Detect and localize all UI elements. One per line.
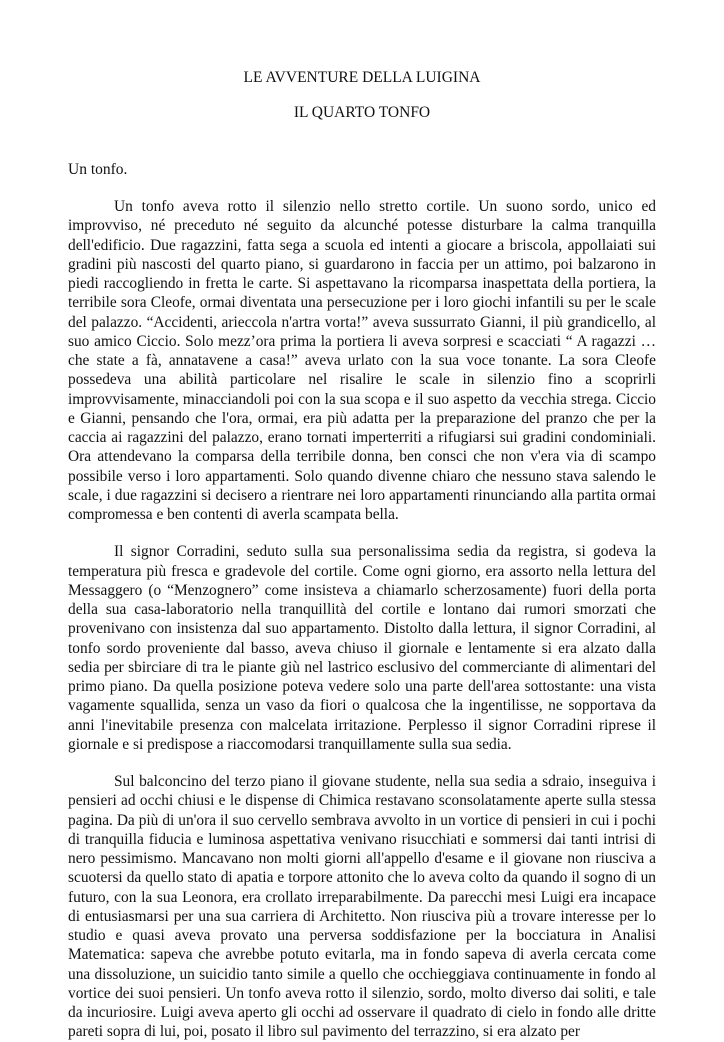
paragraph-2: Il signor Corradini, seduto sulla sua personalissima sedia da registra, si godeva la temperatura più fresca e gradevole del cortile. Come ogni giorno, era assorto nella lettura del Messaggero (o “Menzognero” come insisteva a chiamarlo scherzosamente) fuori della porta della sua casa-laboratorio nella tranquillità del cortile e lontano dai rumori smorzati che provenivano con insistenza dal suo appartamento. Distolto dalla lettura, il signor Corradini, al tonfo sordo proveniente dal basso, aveva chiuso il giornale e lentamente si era alzato dalla sedia per sbirciare di tra le piante giù nel lastrico esclusivo del commerciante di alimentari del primo piano. Da quella posizione poteva vedere solo una parte dell'area sottostante: una vista vagamente squallida, senza un vaso da fiori o qualcosa che la ingentilisse, ne sopportava da anni l'inevitabile presenza con malcelata irritazione. Perplesso il signor Corradini riprese il giornale e si predispose a riaccomodarsi tranquillamente sulla sua sedia. (68, 543, 656, 753)
intro-line: Un tonfo. (68, 161, 128, 178)
chapter-title: IL QUARTO TONFO (293, 104, 431, 121)
document-title: LE AVVENTURE DELLA LUIGINA (243, 69, 481, 86)
paragraph-1: Un tonfo aveva rotto il silenzio nello stretto cortile. Un suono sordo, unico ed improvviso, né preceduto né seguito da alcunché potesse disturbare la calma tranquilla dell'edificio. Due ragazzini, fatta sega a scuola ed intenti a giocare a briscola, appollaiati sui gradini più nascosti del quarto piano, si guardarono in faccia per un attimo, poi balzarono in piedi raccogliendo in fretta le carte. Si aspettavano la ricomparsa inaspettata della portiera, la terribile sora Cleofe, ormai diventata una persecuzione per i loro giochi infantili su per le scale del palazzo. “Accidenti, arieccola n'artra vorta!” aveva sussurrato Gianni, il più grandicello, al suo amico Ciccio. Solo mezz’ora prima la portiera li aveva sorpresi e scacciati “ A ragazzi … che state a fà, annatavene a casa!” aveva urlato con la sua voce tonante. La sora Cleofe possedeva una abilità particolare nel risalire le scale in silenzio fino a scoprirli improvvisamente, minacciandoli poi con la sua scopa e il suo aspetto da vecchia strega. Ciccio e Gianni, pensando che l'ora, ormai, era più adatta per la preparazione del pranzo che per la caccia ai ragazzini del palazzo, erano tornati imperterriti a rifugiarsi sui gradini condominiali. Ora attendevano la comparsa della terribile donna, ben consci che non v'era via di scampo possibile verso i loro appartamenti. Solo quando divenne chiaro che nessuno stava salendo le scale, i due ragazzini si decisero a rientrare nei loro appartamenti rinunciando alla partita ormai compromessa e ben contenti di averla scampata bella. (68, 198, 656, 523)
paragraph-3: Sul balconcino del terzo piano il giovane studente, nella sua sedia a sdraio, inseguiva i pensieri ad occhi chiusi e le dispense di Chimica restavano sconsolatamente aperte sulla stessa pagina. Da più di un'ora il suo cervello sembrava avvolto in un vortice di pensieri in cui i pochi di tranquilla fiducia e luminosa aspettativa venivano risucchiati e sommersi dai tanti intrisi di nero pessimismo. Mancavano non molti giorni all'appello d'esame e il giovane non riusciva a scuotersi da quello stato di apatia e torpore attonito che lo aveva colto da quando il sogno di un futuro, con la sua Leonora, era crollato irreparabilmente. Da parecchi mesi Luigi era incapace di entusiasmarsi per una sua carriera di Architetto. Non riusciva più a trovare interesse per lo studio e quasi aveva provato una perversa soddisfazione per la bocciatura in Analisi Matematica: sapeva che avrebbe potuto evitarla, ma in fondo sapeva di averla cercata come una dissoluzione, un suicidio tanto simile a quello che occhieggiava continuamente in fondo al vortice dei suoi pensieri. Un tonfo aveva rotto il silenzio, sordo, molto diverso dai soliti, e tale da incuriosire. Luigi aveva aperto gli occhi ad osservare il quadrato di cielo in fondo alle dritte pareti sopra di lui, poi, posato il libro sul pavimento del terrazzino, si era alzato per (68, 773, 656, 1041)
